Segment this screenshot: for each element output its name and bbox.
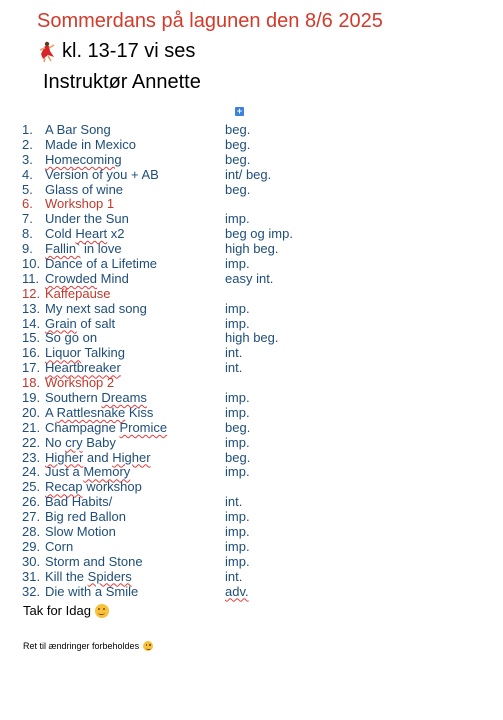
- list-item: [0, 376, 503, 391]
- item-number: 3.: [22, 151, 33, 167]
- footer-note: [23, 641, 153, 651]
- list-item: [0, 287, 503, 302]
- song-list: [0, 123, 503, 600]
- item-title: Die with a Smile: [45, 583, 139, 599]
- item-level: int.: [225, 494, 243, 510]
- item-number: 15.: [22, 330, 41, 346]
- item-title: No cry Baby: [45, 434, 116, 450]
- item-number: 31.: [22, 568, 41, 584]
- item-level: imp.: [225, 404, 250, 420]
- item-number: 6.: [22, 196, 33, 212]
- list-item: [0, 391, 503, 406]
- item-title: A Rattlesnake Kiss: [45, 404, 154, 420]
- item-title: Fallin` in love: [45, 241, 122, 257]
- item-number: 1.: [22, 122, 33, 137]
- item-number: 11.: [22, 270, 40, 286]
- item-number: 32.: [22, 583, 41, 599]
- item-title: Recap workshop: [45, 479, 142, 495]
- item-title: Slow Motion: [45, 524, 116, 540]
- item-number: 23.: [22, 449, 41, 465]
- item-level: int.: [225, 360, 243, 376]
- item-title: Made in Mexico: [45, 136, 137, 152]
- item-number: 18.: [22, 375, 41, 391]
- item-title: My next sad song: [45, 300, 147, 316]
- list-item: [0, 331, 503, 346]
- item-number: 2.: [22, 136, 33, 152]
- item-level: imp.: [225, 315, 250, 331]
- item-level: imp.: [225, 300, 250, 316]
- item-title: Crowded Mind: [45, 270, 129, 286]
- item-title: Kill the Spiders: [45, 568, 132, 584]
- footer-text: Ret til ændringer forbeholdes: [23, 641, 140, 651]
- item-title: Workshop 1: [45, 196, 115, 212]
- smiley-icon: [143, 641, 153, 651]
- item-number: 9.: [22, 241, 33, 257]
- list-item: [0, 585, 503, 600]
- item-level: int/ beg.: [225, 166, 272, 182]
- list-item: [0, 540, 503, 555]
- item-number: 8.: [22, 226, 33, 242]
- item-title: Liquor Talking: [45, 345, 125, 361]
- item-number: 12.: [22, 285, 41, 301]
- item-number: 7.: [22, 211, 33, 227]
- item-level: beg.: [225, 122, 251, 137]
- item-title: A Bar Song: [45, 122, 111, 137]
- list-item: [0, 317, 503, 332]
- page-title: Sommerdans på lagunen den 8/6 2025: [37, 10, 383, 32]
- item-title: Storm and Stone: [45, 553, 143, 569]
- list-item: [0, 153, 503, 168]
- list-item: [0, 480, 503, 495]
- item-title: Southern Dreams: [45, 390, 147, 406]
- item-level: beg.: [225, 136, 251, 152]
- list-item: [0, 465, 503, 480]
- item-number: 28.: [22, 524, 41, 540]
- item-title: Champagne Promice: [45, 419, 168, 435]
- item-level: imp.: [225, 509, 250, 525]
- item-level: imp.: [225, 211, 250, 227]
- item-title: Workshop 2: [45, 375, 115, 391]
- smiley-icon: [95, 604, 109, 618]
- item-number: 16.: [22, 345, 41, 361]
- list-item: [0, 406, 503, 421]
- item-level: int.: [225, 568, 243, 584]
- item-title: Under the Sun: [45, 211, 129, 227]
- item-level: beg.: [225, 181, 251, 197]
- list-item: [0, 183, 503, 198]
- item-title: Just a Memory: [45, 464, 131, 480]
- item-level: imp.: [225, 553, 250, 569]
- item-level: beg.: [225, 151, 251, 167]
- item-level: beg og imp.: [225, 226, 293, 242]
- item-level: imp.: [225, 256, 250, 272]
- item-level: beg.: [225, 449, 251, 465]
- list-item: [0, 168, 503, 183]
- list-item: [0, 436, 503, 451]
- list-item: [0, 123, 503, 138]
- item-number: 17.: [22, 360, 41, 376]
- item-level: imp.: [225, 434, 250, 450]
- item-number: 30.: [22, 553, 41, 569]
- item-number: 5.: [22, 181, 33, 197]
- item-level: beg.: [225, 419, 251, 435]
- subtitle-text: kl. 13-17 vi ses: [62, 40, 196, 62]
- item-number: 19.: [22, 390, 41, 406]
- list-item: [0, 570, 503, 585]
- item-number: 29.: [22, 538, 41, 554]
- item-level: easy int.: [225, 270, 274, 286]
- list-item: [0, 138, 503, 153]
- item-title: Heartbreaker: [45, 360, 121, 376]
- thanks-text: Tak for Idag: [23, 603, 91, 618]
- item-title: Version of you + AB: [45, 166, 159, 182]
- item-level: high beg.: [225, 330, 279, 346]
- list-item: [0, 227, 503, 242]
- item-number: 27.: [22, 509, 41, 525]
- item-title: Corn: [45, 538, 74, 554]
- item-title: Glass of wine: [45, 181, 124, 197]
- item-title: Big red Ballon: [45, 509, 126, 525]
- item-level: imp.: [225, 464, 250, 480]
- list-item: [0, 510, 503, 525]
- item-title: Dance of a Lifetime: [45, 256, 158, 272]
- item-level: int.: [225, 345, 243, 361]
- list-item: [0, 212, 503, 227]
- list-item: [0, 555, 503, 570]
- list-item: [0, 495, 503, 510]
- item-number: 14.: [22, 315, 41, 331]
- list-item: [0, 302, 503, 317]
- list-item: [0, 272, 503, 287]
- item-number: 10.: [22, 256, 41, 272]
- list-item: [0, 525, 503, 540]
- item-level: high beg.: [225, 241, 279, 257]
- item-number: 24.: [22, 464, 41, 480]
- item-level: imp.: [225, 538, 250, 554]
- instructor-name: Instruktør Annette: [43, 71, 201, 93]
- list-item: [0, 421, 503, 436]
- item-number: 25.: [22, 479, 41, 495]
- list-item: [0, 451, 503, 466]
- item-title: So go on: [45, 330, 98, 346]
- item-title: Cold Heart x2: [45, 226, 125, 242]
- list-item: [0, 197, 503, 212]
- plus-icon[interactable]: +: [236, 106, 243, 116]
- item-title: Higher and Higher: [45, 449, 151, 465]
- list-item: [0, 361, 503, 376]
- list-item: [0, 346, 503, 361]
- item-number: 21.: [22, 419, 41, 435]
- item-title: Grain of salt: [45, 315, 116, 331]
- item-number: 4.: [22, 166, 33, 182]
- item-number: 13.: [22, 300, 41, 316]
- item-level: imp.: [225, 390, 250, 406]
- list-item: [0, 242, 503, 257]
- thanks-line: [23, 603, 109, 618]
- item-level: imp.: [225, 524, 250, 540]
- subtitle: [36, 40, 195, 63]
- list-item: [0, 257, 503, 272]
- item-title: Homecoming: [45, 151, 122, 167]
- dancer-icon: [36, 41, 56, 63]
- item-number: 20.: [22, 404, 41, 420]
- item-number: 22.: [22, 434, 41, 450]
- item-number: 26.: [22, 494, 41, 510]
- item-title: Bad Habits/: [45, 494, 113, 510]
- item-level: adv.: [225, 583, 249, 599]
- item-title: Kaffepause: [45, 285, 111, 301]
